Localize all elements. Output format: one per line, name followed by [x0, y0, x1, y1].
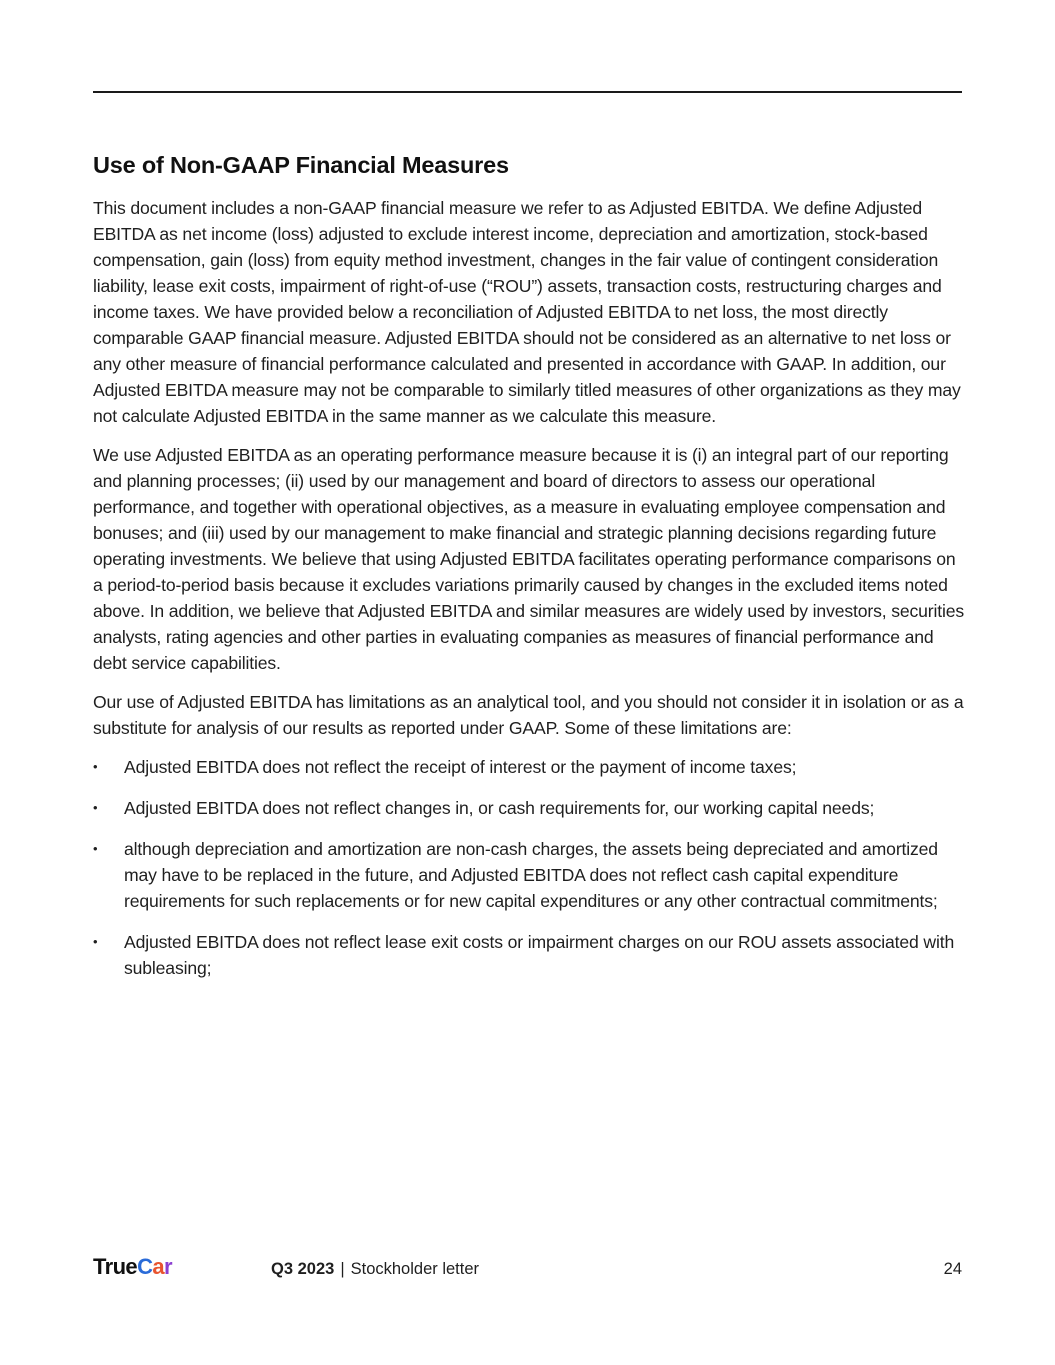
- list-item-text: Adjusted EBITDA does not reflect changes in, or cash requirements for, our working capital needs;: [124, 798, 875, 818]
- footer-document-label: [271, 1257, 479, 1281]
- bullet-icon: •: [93, 841, 98, 856]
- list-item-text: although depreciation and amortization are non-cash charges, the assets being depreciated and amortized may have to be replaced in the future, and Adjusted EBITDA does not reflect cash capital expenditure requirements for such replacements or for new capital expenditures or any other contractual commitments;: [124, 839, 938, 911]
- section-title: Use of Non-GAAP Financial Measures: [93, 152, 509, 178]
- paragraph-usage: We use Adjusted EBITDA as an operating performance measure because it is (i) an integral part of our reporting and planning processes; (ii) used by our management and board of directors to assess our operational performance, and together with operational objectives, as a measure in evaluating employee compensation and bonuses; and (iii) used by our management to make financial and strategic planning decisions regarding future operating investments. We believe that using Adjusted EBITDA facilitates operating performance comparisons on a period-to-period basis because it excludes variations primarily caused by changes in the excluded items noted above. In addition, we believe that Adjusted EBITDA and similar measures are widely used by investors, securities analysts, rating agencies and other parties in evaluating companies as measures of financial performance and debt service capabilities.: [93, 445, 965, 673]
- page-number: 24: [943, 1260, 962, 1278]
- header-divider: [93, 91, 962, 93]
- bullet-icon: •: [93, 800, 98, 815]
- bullet-icon: •: [93, 759, 98, 774]
- truecar-logo: [93, 1253, 172, 1281]
- paragraph-limitations-intro: Our use of Adjusted EBITDA has limitations as an analytical tool, and you should not consider it in isolation or as a substitute for analysis of our results as reported under GAAP. Some of these limitations are:: [93, 692, 964, 738]
- list-item-text: Adjusted EBITDA does not reflect the receipt of interest or the payment of income taxes;: [124, 757, 797, 777]
- document-body: [93, 148, 965, 996]
- page-footer: [93, 1253, 962, 1283]
- footer-doc-name: Stockholder letter: [350, 1260, 480, 1278]
- logo-text-c: C: [137, 1254, 153, 1279]
- list-item: [93, 754, 965, 780]
- list-item: [93, 795, 965, 821]
- bullet-icon: •: [93, 934, 98, 949]
- limitations-list: [93, 754, 965, 981]
- list-item-text: Adjusted EBITDA does not reflect lease exit costs or impairment charges on our ROU assets associated with subleasing;: [124, 932, 955, 978]
- logo-text-a: a: [152, 1254, 164, 1279]
- list-item: [93, 929, 965, 981]
- logo-text-r: r: [164, 1254, 172, 1279]
- paragraph-definition: This document includes a non-GAAP financial measure we refer to as Adjusted EBITDA. We define Adjusted EBITDA as net income (loss) adjusted to exclude interest income, depreciation and amortization, stock-based compensation, gain (loss) from equity method investment, changes in the fair value of contingent consideration liability, lease exit costs, impairment of right-of-use (“ROU”) assets, transaction costs, restructuring charges and income taxes. We have provided below a reconciliation of Adjusted EBITDA to net loss, the most directly comparable GAAP financial measure. Adjusted EBITDA should not be considered as an alternative to net loss or any other measure of financial performance calculated and presented in accordance with GAAP. In addition, our Adjusted EBITDA measure may not be comparable to similarly titled measures of other organizations as they may not calculate Adjusted EBITDA in the same manner as we calculate this measure.: [93, 198, 961, 426]
- list-item: [93, 836, 965, 914]
- footer-quarter: Q3 2023: [271, 1260, 335, 1278]
- logo-text-true: True: [93, 1254, 138, 1279]
- footer-separator: |: [340, 1260, 345, 1278]
